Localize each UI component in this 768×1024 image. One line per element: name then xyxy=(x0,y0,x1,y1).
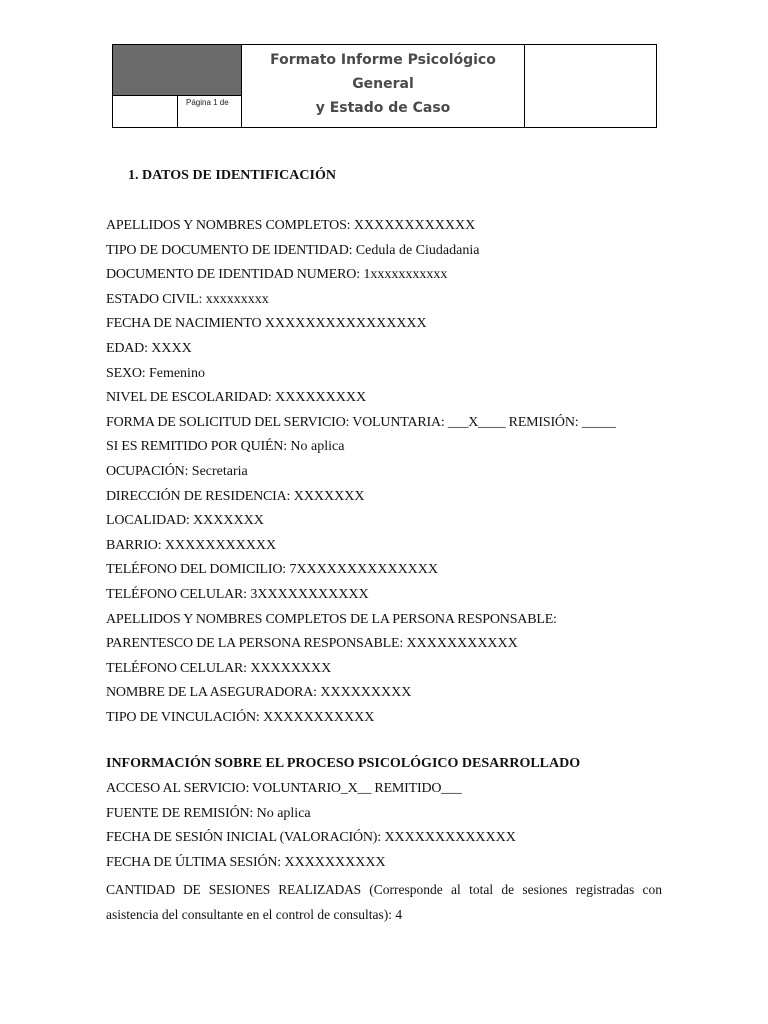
header-table xyxy=(112,44,657,128)
field-line xyxy=(106,587,369,603)
field-line xyxy=(106,267,447,283)
page-number-cell xyxy=(178,96,242,127)
field-label: FORMA DE SOLICITUD DEL SERVICIO: VOLUNTARIA: ___X____ REMISIÓN: _____ xyxy=(106,414,616,430)
field-label: OCUPACIÓN: xyxy=(106,464,189,479)
field-line xyxy=(106,661,331,677)
field-value: 7XXXXXXXXXXXXXX xyxy=(285,562,439,578)
field-label: TELÉFONO CELULAR: xyxy=(106,660,247,676)
document-title xyxy=(242,45,525,127)
field-value: No aplica xyxy=(286,439,345,455)
field-label: DOCUMENTO DE IDENTIDAD NUMERO: xyxy=(106,267,360,283)
field-value: No aplica xyxy=(253,805,311,821)
field-line xyxy=(106,830,516,846)
sessions-paragraph xyxy=(106,877,662,927)
field-value: XXXX xyxy=(147,341,192,356)
field-line xyxy=(106,806,311,822)
field-label: BARRIO: xyxy=(106,537,162,553)
field-line xyxy=(106,341,192,357)
field-label: TELÉFONO CELULAR: xyxy=(106,587,247,602)
field-value: XXXXXXXXXXXX xyxy=(350,218,476,233)
field-line xyxy=(106,292,269,308)
field-label: APELLIDOS Y NOMBRES COMPLETOS DE LA PERSONA RESPONSABLE: xyxy=(106,611,557,627)
document-title-line1: Formato Informe Psicológico General xyxy=(270,52,496,92)
field-line xyxy=(106,612,557,628)
page-number-label: Página 1 de xyxy=(186,98,229,107)
field-line xyxy=(106,562,438,578)
field-line xyxy=(106,513,264,529)
field-line xyxy=(106,243,479,259)
field-value: XXXXXXXXX xyxy=(271,390,367,406)
field-label: TIPO DE VINCULACIÓN: xyxy=(106,710,260,725)
sessions-text: (Corresponde al total de sesiones registradas con asistencia del consultante en el control de consultas): 4 xyxy=(106,882,662,922)
field-label: FECHA DE NACIMIENTO xyxy=(106,316,262,332)
field-label: SEXO: xyxy=(106,365,146,381)
field-value: xxxxxxxxx xyxy=(202,291,269,307)
field-label: FECHA DE ÚLTIMA SESIÓN: xyxy=(106,854,281,870)
header-empty-cell xyxy=(113,96,178,127)
field-line xyxy=(106,415,616,431)
sessions-label: CANTIDAD DE SESIONES REALIZADAS xyxy=(106,882,361,897)
field-label: FECHA DE SESIÓN INICIAL (VALORACIÓN): xyxy=(106,830,381,846)
field-line xyxy=(106,464,248,480)
field-line xyxy=(106,636,518,652)
section-title-identification: 1. DATOS DE IDENTIFICACIÓN xyxy=(128,168,336,183)
header-right-cell xyxy=(525,45,656,127)
field-line xyxy=(106,316,427,332)
field-label: EDAD: xyxy=(106,341,148,356)
field-value: XXXXXXXXXXXXXXXX xyxy=(261,316,427,332)
field-label: LOCALIDAD: xyxy=(106,513,190,529)
field-label: TELÉFONO DEL DOMICILIO: xyxy=(106,562,286,578)
field-value: XXXXXXXXX xyxy=(316,685,412,701)
field-line xyxy=(106,710,374,726)
field-label: PARENTESCO DE LA PERSONA RESPONSABLE: xyxy=(106,636,404,652)
field-label: APELLIDOS Y NOMBRES COMPLETOS: xyxy=(106,218,351,233)
field-line xyxy=(106,390,366,406)
field-label: FUENTE DE REMISIÓN: xyxy=(106,805,254,821)
field-value: 3XXXXXXXXXXX xyxy=(246,587,369,602)
field-label: ESTADO CIVIL: xyxy=(106,291,203,307)
field-label: NOMBRE DE LA ASEGURADORA: xyxy=(106,685,317,701)
field-label: SI ES REMITIDO POR QUIÉN: xyxy=(106,439,287,455)
field-value: Femenino xyxy=(145,365,205,381)
field-value: XXXXXXX xyxy=(189,513,264,529)
field-line xyxy=(106,439,344,455)
field-value: XXXXXXX xyxy=(290,488,365,504)
field-label: ACCESO AL SERVICIO: VOLUNTARIO_X__ REMITIDO___ xyxy=(106,781,462,796)
field-line xyxy=(106,855,386,871)
field-value: XXXXXXXX xyxy=(246,660,332,676)
field-line xyxy=(106,366,205,382)
section-title-process: INFORMACIÓN SOBRE EL PROCESO PSICOLÓGICO DESARROLLADO xyxy=(106,756,581,771)
field-line xyxy=(106,685,411,701)
field-value: Secretaria xyxy=(188,464,248,479)
field-value: XXXXXXXXXXX xyxy=(259,710,375,725)
field-line xyxy=(106,781,462,797)
field-line xyxy=(106,218,475,234)
field-value: XXXXXXXXXXX xyxy=(161,537,277,553)
field-value: XXXXXXXXXXXXX xyxy=(380,830,516,846)
field-line xyxy=(106,538,276,554)
field-label: TIPO DE DOCUMENTO DE IDENTIDAD: xyxy=(106,242,353,258)
field-label: NIVEL DE ESCOLARIDAD: xyxy=(106,390,272,406)
field-value: XXXXXXXXXXX xyxy=(403,636,518,652)
document-title-line2: y Estado de Caso xyxy=(315,100,451,116)
field-value: XXXXXXXXXX xyxy=(280,854,386,870)
field-line xyxy=(106,489,364,505)
logo-placeholder xyxy=(113,45,242,96)
field-value: Cedula de Ciudadania xyxy=(352,242,480,258)
field-value: 1xxxxxxxxxxx xyxy=(359,267,448,283)
field-label: DIRECCIÓN DE RESIDENCIA: xyxy=(106,488,291,504)
